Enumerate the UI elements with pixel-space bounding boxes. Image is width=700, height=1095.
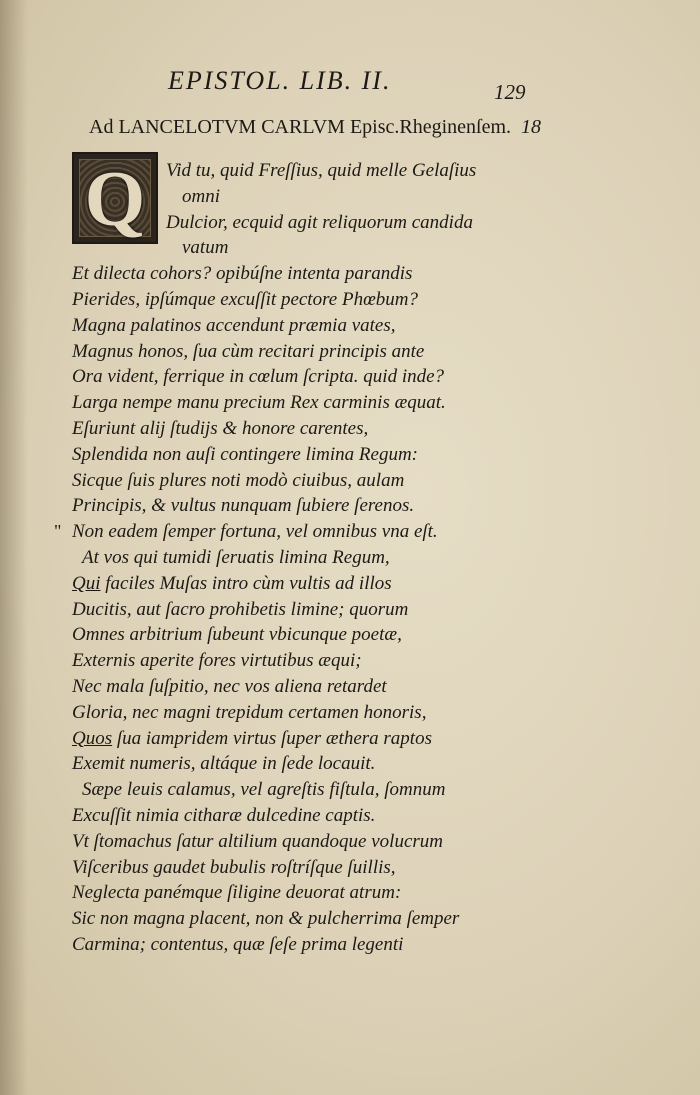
- verse-line-text: Viſceribus gaudet bubulis roſtríſque ſuillis,: [72, 856, 396, 878]
- verse-line: [82, 545, 390, 570]
- epistle-address: [89, 116, 541, 139]
- verse-line-text: Dulcior, ecquid agit reliquorum candida: [166, 211, 473, 233]
- verse-line: [72, 803, 375, 828]
- verse-line: [166, 158, 476, 183]
- verse-line-text: Qui faciles Muſas intro cùm vultis ad illos: [72, 572, 392, 594]
- verse-line-text: Ducitis, aut ſacro prohibetis limine; quorum: [72, 598, 409, 620]
- verse-line-text: Splendida non auſi contingere limina Regum:: [72, 443, 418, 465]
- verse-line-text: Sæpe leuis calamus, vel agreſtis fiſtula, ſomnum: [82, 779, 446, 801]
- verse-line: [72, 364, 444, 389]
- verse-line: [72, 674, 387, 699]
- verse-line: [72, 571, 392, 596]
- running-title: EPISTOL. LIB. II.: [168, 66, 392, 95]
- verse-line-text: Magna palatinos accendunt præmia vates,: [72, 314, 396, 336]
- verse-line-text: Neglecta panémque ſiligine deuorat atrum:: [72, 882, 402, 904]
- verse-line: [72, 442, 418, 467]
- verse-line-text: Magnus honos, ſua cùm recitari principis ante: [72, 340, 425, 362]
- verse-line-text: Nec mala ſuſpitio, nec vos aliena retardet: [72, 676, 387, 697]
- verse-line-text: Et dilecta cohors? opibúſne intenta parandis: [72, 263, 413, 285]
- verse-line-text: Larga nempe manu precium Rex carminis æquat.: [72, 392, 446, 414]
- verse-line-text: Externis aperite fores virtutibus æqui;: [72, 650, 362, 672]
- verse-line: [72, 855, 396, 880]
- signature-mark: 18: [521, 116, 542, 138]
- verse-line-text: Excuſſit nimia citharæ dulcedine captis.: [72, 805, 376, 826]
- verse-line: [72, 622, 402, 647]
- verse-line: [72, 390, 446, 415]
- verse-line: [72, 751, 375, 776]
- verse-line: [72, 700, 426, 725]
- verse-line-text: Vid tu, quid Freſſius, quid melle Gelaſius: [166, 160, 477, 181]
- verse-line-text: Eſuriunt alij ſtudijs & honore carentes,: [72, 418, 369, 439]
- verse-line: [72, 339, 424, 364]
- verse-line-text: Principis, & vultus nunquam ſubiere ſerenos.: [72, 495, 415, 517]
- verse-line: [72, 261, 412, 286]
- verse-line: [72, 416, 368, 441]
- decorated-initial: [72, 152, 158, 244]
- verse-line: [72, 493, 414, 518]
- address-text: Ad LANCELOTVM CARLVM Episc.Rheginenſem.: [89, 116, 512, 138]
- verse-line-text: Sic non magna placent, non & pulcherrima ſemper: [72, 908, 460, 930]
- verse-line-text: Ora vident, ferrique in cœlum ſcripta. quid inde?: [72, 366, 445, 388]
- verse-line-text: Carmina; contentus, quæ ſeſe prima legenti: [72, 934, 404, 955]
- verse-line-text: Vt ſtomachus ſatur altilium quandoque volucrum: [72, 830, 444, 852]
- verse-line: [72, 906, 459, 931]
- verse-line: [72, 829, 443, 854]
- page-number: 129: [494, 80, 526, 104]
- verse-line-text: Sicque ſuis plures noti modò ciuibus, aulam: [72, 469, 405, 491]
- gutter-shadow: [0, 0, 28, 1095]
- initial-letter: Q: [84, 155, 146, 242]
- verse-line-text: vatum: [182, 237, 229, 259]
- verse-line: [72, 597, 408, 622]
- verse-line-text: At vos qui tumidi ſeruatis limina Regum,: [82, 547, 390, 568]
- verse-line: [182, 235, 228, 260]
- verse-line-text: Quos ſua iampridem virtus ſuper æthera raptos: [72, 727, 432, 749]
- verse-line-text: Omnes arbitrium ſubeunt vbicunque poetæ,: [72, 624, 402, 646]
- verse-line: [72, 287, 418, 312]
- verse-line-text: omni: [182, 185, 220, 207]
- verse-line-text: Gloria, nec magni trepidum certamen honoris,: [72, 701, 427, 723]
- verse-line: [72, 313, 396, 338]
- verse-line-text: Non eadem ſemper fortuna, vel omnibus vna eſt.: [72, 521, 438, 543]
- verse-line: [182, 184, 220, 209]
- verse-line: [72, 880, 401, 905]
- verse-line: [72, 468, 404, 493]
- verse-line: [166, 210, 473, 235]
- verse-line: [72, 726, 432, 751]
- verse-line: [82, 777, 445, 802]
- verse-line-text: Exemit numeris, altáque in ſede locauit.: [72, 753, 376, 775]
- verse-line: [72, 648, 362, 673]
- verse-line: [54, 519, 438, 544]
- gnomic-mark: ": [54, 521, 62, 542]
- verse-line-text: Pierides, ipſúmque excuſſit pectore Phœbum?: [72, 289, 418, 310]
- verse-line: [72, 932, 403, 957]
